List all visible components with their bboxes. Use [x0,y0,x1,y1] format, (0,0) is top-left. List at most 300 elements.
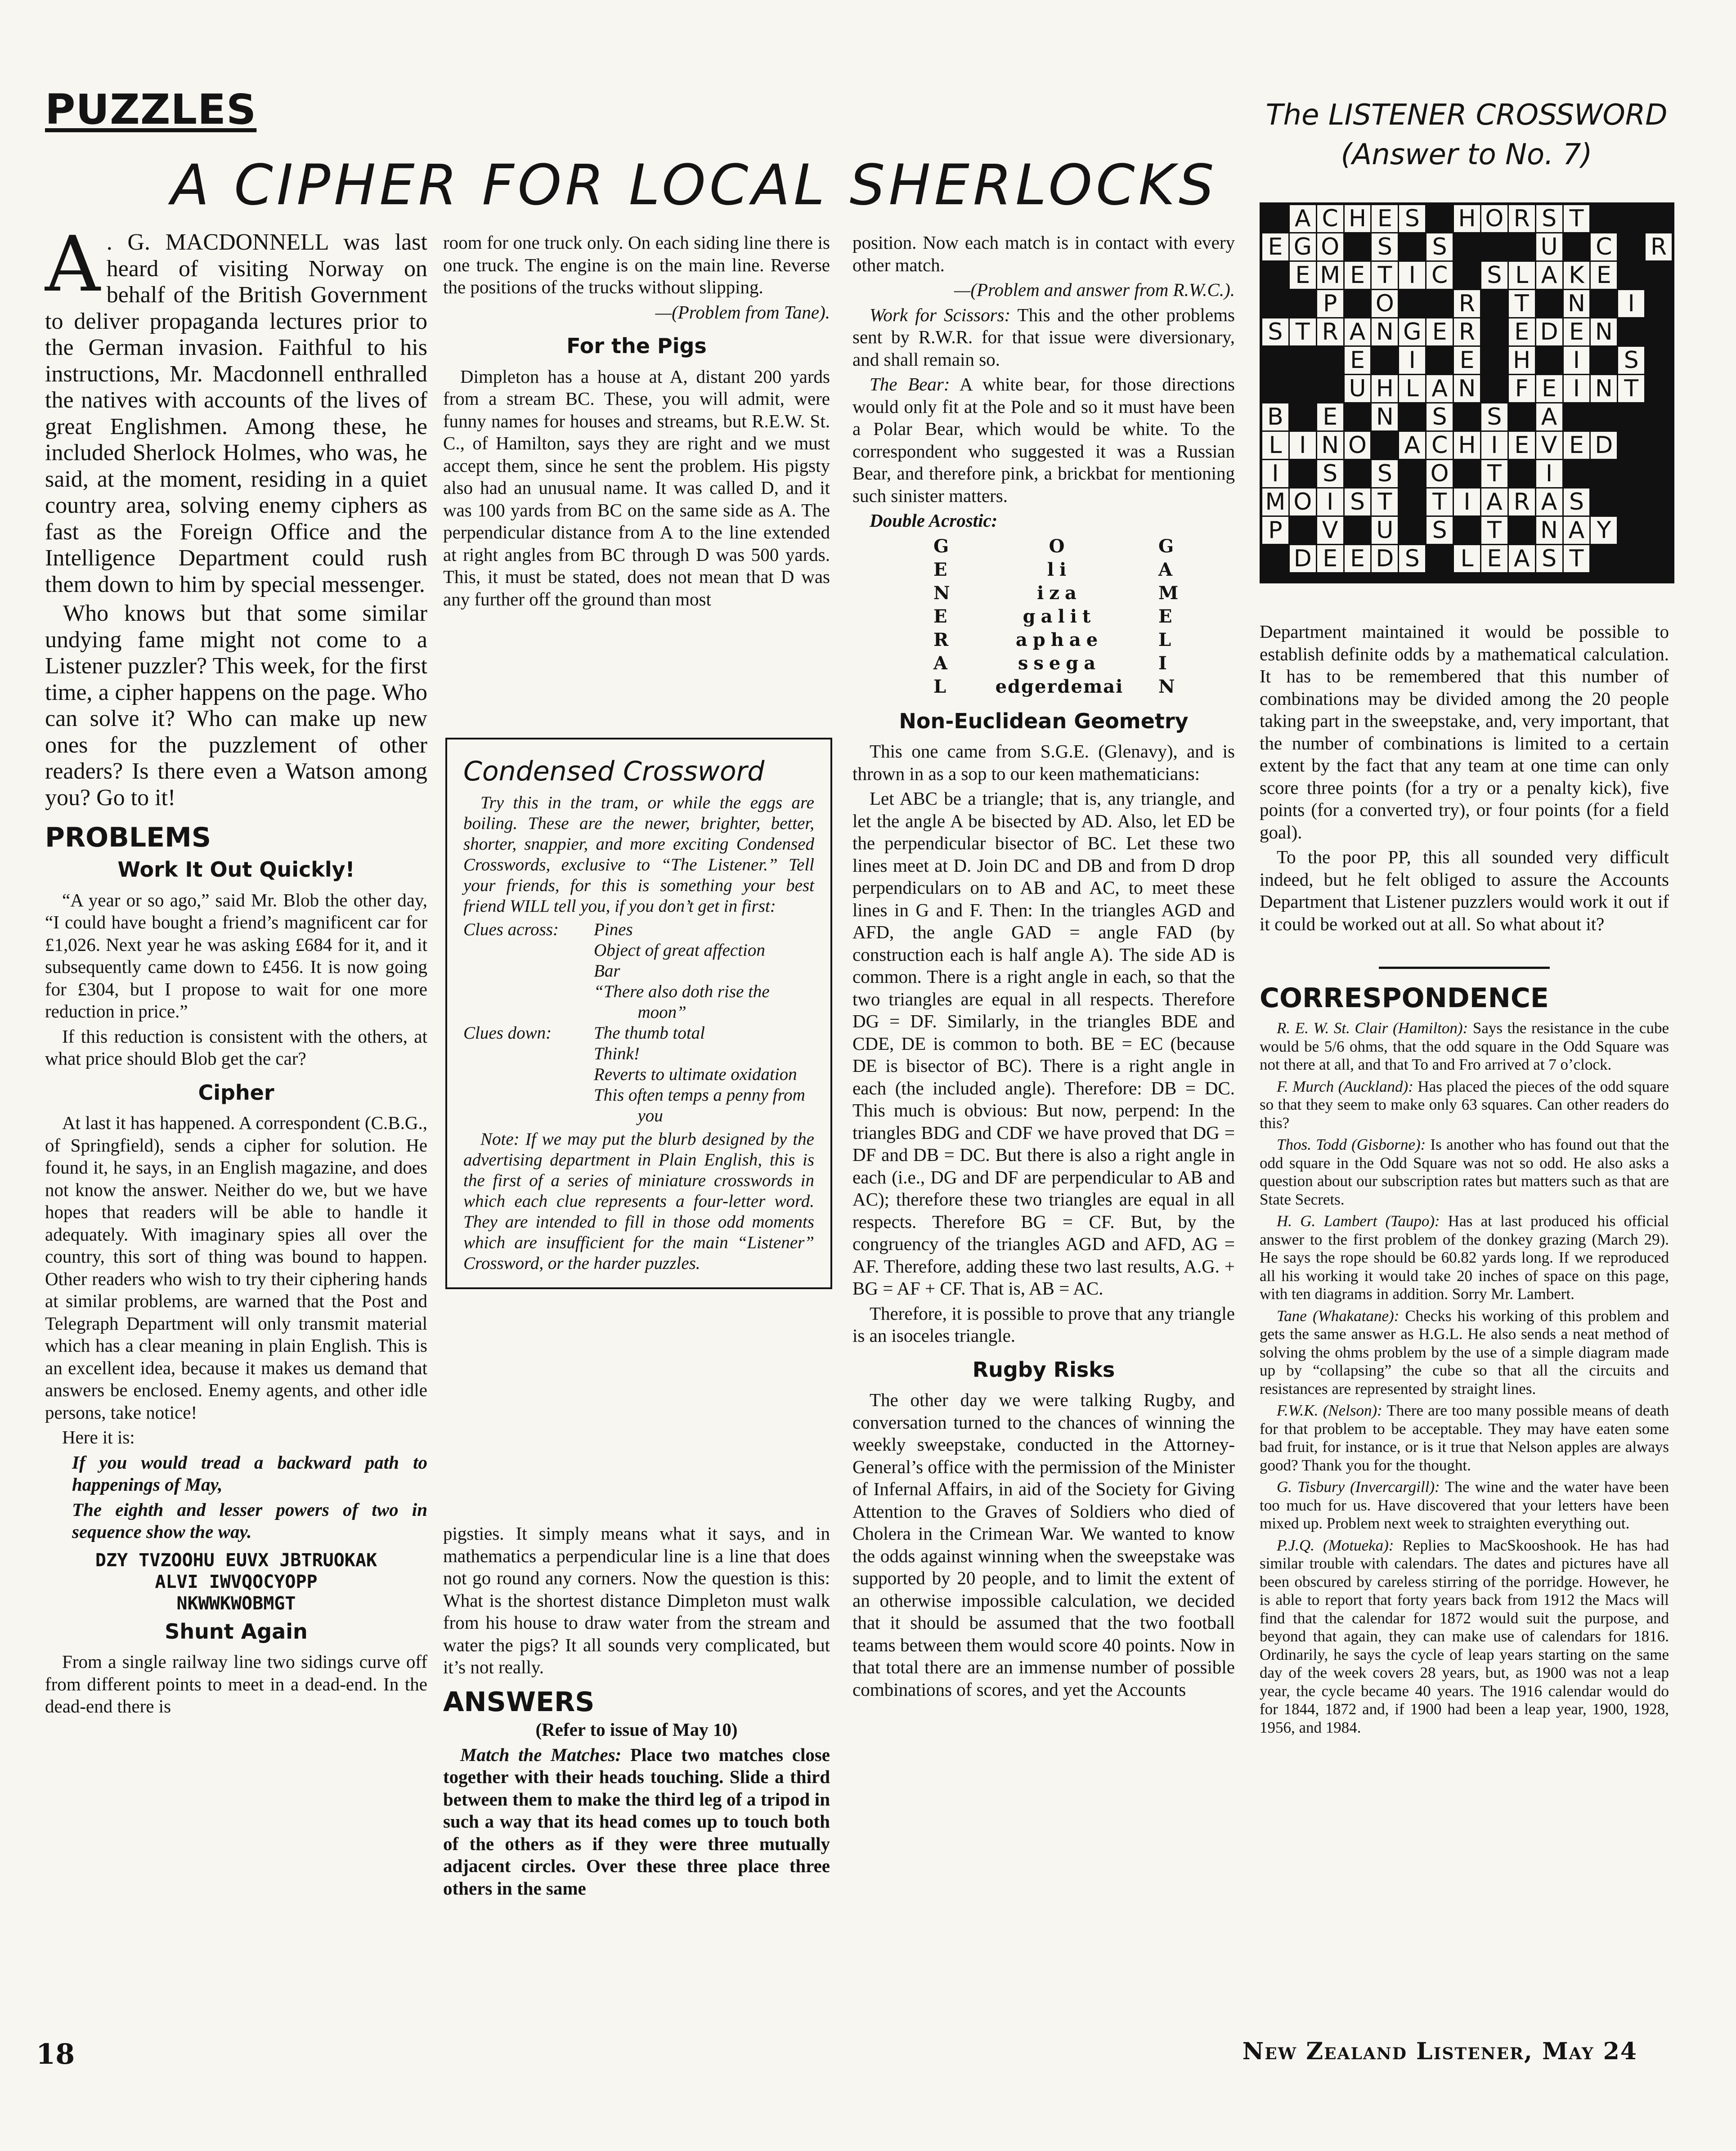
grid-letter-cell: O [1481,205,1507,232]
cipher-line-1: DZY TVZOOHU EUVX JBTRUOKAK [95,1550,377,1571]
grid-letter-cell: R [1454,318,1480,345]
grid-letter-cell: I [1290,432,1316,459]
grid-letter-cell: N [1372,318,1398,345]
shunt-again-heading: Shunt Again [165,1619,308,1644]
answers-reference: (Refer to issue of May 10) [535,1719,738,1740]
grid-black-square [1426,290,1453,317]
grid-letter-cell: R [1317,318,1343,345]
grid-black-square [1591,460,1617,487]
grid-letter-cell: E [1509,432,1535,459]
grid-letter-cell: Y [1591,517,1617,544]
grid-black-square [1564,403,1590,430]
grid-black-square [1564,233,1590,260]
grid-letter-cell: O [1372,290,1398,317]
grid-black-square [1399,290,1425,317]
grid-black-square [1618,318,1644,345]
grid-black-square [1345,517,1371,544]
grid-black-square [1536,574,1562,577]
grid-letter-cell: C [1317,205,1343,232]
grid-letter-cell: H [1345,205,1371,232]
cipher-paragraph-1: At last it has happened. A correspondent (C.B.G., of Springfield), sends a cipher for solution. He found it, he says, in an English magazine, and does not know the answer. Neither do we, but we have hopes that readers will be able to handle it adequately. With imaginary spies all over the country, this sort of thing was bound to happen. Other readers who wish to try their ciphering hands at similar problems, are warned that the Post and Telegraph Department will only transmit material which has a clear meaning in plain English. This is an excellent idea, because it makes us demand that answers be enclosed. Enemy agents, and other idle persons, take notice! [45,1112,427,1423]
grid-letter-cell: B [1262,403,1288,430]
grid-letter-cell: N [1372,403,1398,430]
grid-black-square [1262,545,1288,572]
acrostic-row: G O G [933,535,1174,557]
grid-black-square [1509,403,1535,430]
grid-letter-cell: E [1345,347,1371,374]
column-2-bottom [443,1523,830,1902]
grid-black-square [1481,233,1507,260]
grid-letter-cell: G [1399,318,1425,345]
clue-across-2: Object of great affection [594,941,765,960]
grid-letter-cell: T [1481,517,1507,544]
intro-paragraph-2: Who knows but that some similar undying fame might not come to a Listener puzzler? This week, for the first time, a cipher happens on the page. Who can solve it? Who can make up new ones for the puzzlement of other readers? Is there even a Watson among you? Go to it! [45,600,427,811]
grid-letter-cell: S [1481,403,1507,430]
grid-letter-cell: D [1591,432,1617,459]
grid-black-square [1536,347,1562,374]
grid-black-square [1399,403,1425,430]
grid-letter-cell: C [1426,432,1453,459]
grid-letter-cell: T [1481,460,1507,487]
grid-black-square [1618,205,1644,232]
grid-letter-cell: E [1591,262,1617,289]
correspondence-item: F.W.K. (Nelson): There are too many possible means of death for that problem to be acceptable. They may have eaten some bad fruit, for instance, or is it true that Nelson apples are always good? Thank you for the thought. [1260,1402,1669,1474]
grid-letter-cell: S [1618,347,1644,374]
grid-black-square [1509,578,1535,581]
grid-black-square [1618,578,1644,581]
grid-letter-cell: S [1317,460,1343,487]
grid-black-square [1317,574,1343,577]
matches-source: —(Problem and answer from R.W.C.). [954,279,1235,300]
answers-heading: ANSWERS [443,1686,595,1718]
grid-black-square [1399,460,1425,487]
grid-letter-cell: N [1564,290,1590,317]
grid-letter-cell: E [1564,318,1590,345]
geometry-paragraph-2: Let ABC be a triangle; that is, any triangle, and let the angle A be bisected by AD. Also, let ED be the perpendicular bisector of BC. Let these two lines meet at D. Join DC and DB and from D drop perpendiculars on to AB and AC, to meet these lines in G and F. Then: In the triangles AGD and AFD, the angle GAD = angle FAD (by construction each is half angle A). The side AD is common. There is a right angle in each, so that the two triangles are equal in all respects. Therefore DG = DF. Similarly, in the triangles BDE and CDE, DE is common to both. BE = EC (because DE is bisector of BC). There is a right angle in each (the included angle). Therefore: DB = DC. This much is obvious: But now, perpend: In the triangles BDG and CDF we have proved that DG = DF and DB = DC. But there is also a right angle in each (i.e., DG and DF are perpendicular to AB and AC); therefore these two triangles are equal in all respects. Therefore BG = CF. But, by the congruency of the triangles AGD and AFD, AG = AF. Therefore, adding these two last results, A.G. + BG = AF + CF. That is, AB = AC. [852,788,1235,1299]
cipher-heading: Cipher [198,1080,274,1105]
grid-black-square [1591,205,1617,232]
grid-letter-cell: S [1372,233,1398,260]
grid-letter-cell: M [1262,488,1288,515]
grid-letter-cell: V [1536,432,1562,459]
correspondence-item: Tane (Whakatane): Checks his working of this problem and gets the same answer as H.G.L. He also sends a neat method of solving the ohms problem by the use of a simple diagram made up by “collapsing” the cube so that all the circuits and resistances are represented by straight lines. [1260,1307,1669,1398]
grid-letter-cell: A [1564,517,1590,544]
cipher-verse-2: The eighth and lesser powers of two in sequence show the way. [72,1499,427,1542]
grid-letter-cell: N [1591,318,1617,345]
grid-letter-cell: C [1591,233,1617,260]
grid-black-square [1345,578,1371,581]
pigs-paragraph-1: Dimpleton has a house at A, distant 200 yards from a stream BC. These, you will admit, were funny names for houses and streams, but R.E.W. St. C., of Hamilton, says they are right and we must accept them, since he sent the problem. His pigsty also had an unusual name. It was called D, and it was 100 yards from BC on the same side as A. The perpendicular distance from A to the line extended at right angles from BC through D was 500 yards. This, it must be stated, does not mean that D was any further off the ground than most [443,366,830,609]
clue-down-1: The thumb total [594,1023,705,1043]
crossword-answer-header [1242,95,1691,175]
shunt-continued: room for one truck only. On each siding line there is one truck. The engine is on the main line. Reverse the positions of the trucks without slipping. [443,232,830,297]
grid-letter-cell: E [1345,545,1371,572]
grid-letter-cell: S [1426,403,1453,430]
acrostic-row: E galit E [933,605,1172,627]
grid-black-square [1399,517,1425,544]
grid-letter-cell: I [1454,488,1480,515]
grid-letter-cell: E [1262,233,1288,260]
condensed-crossword-title: Condensed Crossword [463,756,765,787]
grid-black-square [1618,517,1644,544]
grid-letter-cell: R [1646,233,1672,260]
grid-letter-cell: A [1290,205,1316,232]
grid-letter-cell: F [1509,375,1535,402]
grid-black-square [1290,517,1316,544]
grid-black-square [1618,574,1644,577]
grid-black-square [1454,517,1480,544]
grid-letter-cell: I [1399,347,1425,374]
grid-letter-cell: A [1481,488,1507,515]
grid-letter-cell: I [1317,488,1343,515]
grid-letter-cell: I [1262,460,1288,487]
rugby-paragraph-2: To the poor PP, this all sounded very difficult indeed, but he felt obliged to assure the Accounts Department that Listener puzzlers would work it out if it could be worked out at all. So what about it? [1260,847,1669,934]
grid-letter-cell: S [1481,262,1507,289]
grid-black-square [1426,578,1453,581]
grid-letter-cell: H [1454,205,1480,232]
grid-letter-cell: A [1345,318,1371,345]
grid-black-square [1591,347,1617,374]
grid-black-square [1317,375,1343,402]
grid-letter-cell: E [1372,205,1398,232]
grid-black-square [1481,578,1507,581]
grid-black-square [1591,545,1617,572]
grid-black-square [1454,262,1480,289]
grid-black-square [1536,578,1562,581]
grid-black-square [1372,578,1398,581]
crossword-answer-grid [1260,202,1674,583]
grid-black-square [1262,290,1288,317]
grid-letter-cell: S [1426,233,1453,260]
grid-black-square [1618,432,1644,459]
rugby-paragraph-1: The other day we were talking Rugby, and conversation turned to the chances of winning the weekly sweepstake, conducted in the Attorney-General’s office with the permission of the Minister of Infernal Affairs, in aid of the Society for Giving Attention to the Graves of Soldiers who died of Cholera in the Crimean War. We wanted to know the odds against winning when the sweepstake was supported by 20 people, and to limit the extent of an otherwise impossible calculation, we decided that it should be assumed that the two football teams between them would score 40 points. Now in that total there are an immense number of possible combinations of scores, and yet the Accounts [852,1389,1235,1700]
acrostic-row: E li A [933,559,1173,580]
grid-black-square [1509,460,1535,487]
cipher-line-3: NKWWKWOBMGT [176,1593,296,1614]
grid-letter-cell: E [1481,545,1507,572]
condensed-note: Note: If we may put the blurb designed by the advertising department in Plain English, this is the first of a series of miniature crosswords in which each clue represents a four-letter word. They are intended to fill in those odd moments which are insufficient for the main “Listener” Crossword, or the harder puzzles. [463,1129,814,1273]
grid-black-square [1290,578,1316,581]
grid-black-square [1618,545,1644,572]
grid-letter-cell: T [1618,375,1644,402]
grid-letter-cell: U [1345,375,1371,402]
drop-cap: A [45,220,100,309]
grid-black-square [1372,347,1398,374]
grid-letter-cell: O [1345,432,1371,459]
grid-letter-cell: E [1426,318,1453,345]
grid-black-square [1317,578,1343,581]
clue-down-3: Reverts to ultimate oxidation [594,1065,797,1084]
correspondence-item: F. Murch (Auckland): Has placed the pieces of the odd square so that they seem to make only 63 squares. Can other readers do this? [1260,1077,1669,1132]
correspondence-item: R. E. W. St. Clair (Hamilton): Says the resistance in the cube would be 5/6 ohms, that the odd square in the Odd Square was not there at all, and that To and Fro arrived at 7 o’clock. [1260,1019,1669,1073]
clues-down [463,1023,814,1126]
grid-letter-cell: N [1317,432,1343,459]
grid-black-square [1454,233,1480,260]
grid-letter-cell: L [1454,545,1480,572]
grid-letter-cell: A [1399,432,1425,459]
work-paragraph-2: If this reduction is consistent with the others, at what price should Blob get the car? [45,1026,427,1069]
crossword-answer-title: The LISTENER CROSSWORD [1265,99,1668,132]
for-the-pigs-heading: For the Pigs [566,334,707,358]
grid-letter-cell: R [1509,205,1535,232]
acrostic-row: N iza M [933,582,1179,604]
publication-footer: New Zealand Listener, May 24 [1242,2038,1637,2065]
work-for-scissors: Work for Scissors: This and the other problems sent by R.W.R. for that issue were diversionary, and shall remain so. [852,304,1235,370]
grid-black-square [1646,488,1672,515]
grid-black-square [1646,545,1672,572]
grid-black-square [1290,375,1316,402]
grid-black-square [1646,262,1672,289]
grid-letter-cell: S [1399,205,1425,232]
matches-continued: position. Now each match is in contact with every other match. [852,232,1235,275]
grid-letter-cell: H [1454,432,1480,459]
grid-black-square [1317,347,1343,374]
grid-black-square [1618,488,1644,515]
grid-letter-cell: M [1317,262,1343,289]
intro-paragraph-1: A . G. MACDONNELL was last heard of visiting Norway on behalf of the British Government to deliver propaganda lectures prior to the German invasion. Faithful to his instructions, Mr. Macdonnell enthralled the natives with accounts of the lives of great Englishmen. Among these, he included Sherlock Holmes, who was, he said, at the moment, residing in a quiet country area, solving enemy ciphers as fast as the Foreign Office and the Intelligence Department could rush them down to him by special messenger. [45,220,427,597]
grid-black-square [1618,403,1644,430]
grid-black-square [1646,375,1672,402]
grid-black-square [1509,517,1535,544]
grid-black-square [1618,460,1644,487]
clue-down-4: This often temps a penny from you [594,1085,805,1125]
grid-black-square [1290,403,1316,430]
grid-letter-cell: U [1372,517,1398,544]
grid-letter-cell: D [1290,545,1316,572]
grid-black-square [1454,403,1480,430]
grid-black-square [1646,517,1672,544]
grid-black-square [1262,347,1288,374]
grid-letter-cell: P [1262,517,1288,544]
grid-letter-cell: V [1317,517,1343,544]
grid-black-square [1262,375,1288,402]
grid-black-square [1646,578,1672,581]
grid-black-square [1564,578,1590,581]
pigs-paragraph-2: pigsties. It simply means what it says, and in mathematics a perpendicular line is a line that does not go round any corners. Now the question is this: What is the shortest distance Dimpleton must walk from his house to draw water from the stream and water the pigs? It all sounds very complicated, but it’s not really. [443,1523,830,1677]
grid-black-square [1345,233,1371,260]
acrostic-row: L edgerdemai N [933,676,1175,697]
grid-black-square [1481,318,1507,345]
grid-letter-cell: T [1372,488,1398,515]
grid-black-square [1290,460,1316,487]
grid-letter-cell: G [1290,233,1316,260]
grid-letter-cell: O [1290,488,1316,515]
clue-across-4: “There also doth rise the moon” [594,982,770,1022]
grid-black-square [1536,290,1562,317]
clues-across-label: Clues across: [463,920,559,939]
grid-letter-cell: A [1536,403,1562,430]
grid-black-square [1646,205,1672,232]
acrostic-row: R aphae L [933,629,1171,650]
page-number: 18 [36,2038,75,2070]
grid-letter-cell: S [1564,488,1590,515]
grid-black-square [1399,574,1425,577]
grid-letter-cell: T [1564,205,1590,232]
grid-black-square [1290,290,1316,317]
grid-letter-cell: E [1317,545,1343,572]
grid-black-square [1591,578,1617,581]
column-2-top [443,232,830,613]
grid-black-square [1509,574,1535,577]
grid-black-square [1646,403,1672,430]
work-paragraph-1: “A year or so ago,” said Mr. Blob the other day, “I could have bought a friend’s magnificent car for £1,026. Next year he was asking £684 for it, and it subsequently came down to £456. It is now going for £304, but I propose to wait for one more reduction in price.” [45,889,427,1022]
grid-letter-cell: E [1454,347,1480,374]
cipher-paragraph-2: Here it is: [62,1427,135,1447]
grid-letter-cell: D [1536,318,1562,345]
grid-black-square [1262,205,1288,232]
grid-black-square [1646,347,1672,374]
correspondence-item: Thos. Todd (Gisborne): Is another who has found out that the odd square in the Odd Square was not so odd. He also asks a question about our subscription rates but matters such as that are State Secrets. [1260,1136,1669,1208]
grid-letter-cell: E [1290,262,1316,289]
grid-black-square [1564,574,1590,577]
grid-black-square [1591,488,1617,515]
acrostic-row: A ssega I [933,652,1167,674]
rugby-risks-heading: Rugby Risks [972,1357,1115,1382]
correspondence-item: P.J.Q. (Motueka): Replies to MacSkooshook. He has had similar trouble with calendars. The dates and pictures have all been obscured by careless stirring of the porridge. However, he is able to report that forty years back from 1912 the Macs will find that the calendar for 1872 would suit the purpose, and beyond that again, they can make use of calendars for 1816. Ordinarily, he says the cycle of leap years starting on the same day of the week covers 28 years, but, as 1900 was not a leap year, the cycle became 40 years. The 1916 calendar would do for 1844, 1872 and, if 1900 had been a leap year, 1900, 1928, 1956, and 1984. [1260,1536,1669,1736]
grid-letter-cell: I [1399,262,1425,289]
grid-letter-cell: T [1372,262,1398,289]
grid-black-square [1372,574,1398,577]
grid-letter-cell: T [1564,545,1590,572]
grid-letter-cell: E [1536,375,1562,402]
intro [45,220,427,811]
double-acrostic-label: Double Acrostic: [870,510,998,531]
grid-black-square [1481,347,1507,374]
work-it-out-heading: Work It Out Quickly! [117,857,355,882]
grid-letter-cell: U [1536,233,1562,260]
grid-letter-cell: L [1262,432,1288,459]
grid-letter-cell: C [1426,262,1453,289]
column-3 [852,232,1235,1703]
grid-black-square [1426,205,1453,232]
grid-black-square [1262,262,1288,289]
grid-black-square [1345,460,1371,487]
grid-letter-cell: K [1564,262,1590,289]
grid-letter-cell: N [1454,375,1480,402]
grid-black-square [1262,574,1288,577]
grid-black-square [1426,574,1453,577]
clue-across-3: Bar [594,961,620,981]
grid-letter-cell: H [1509,347,1535,374]
grid-black-square [1591,403,1617,430]
grid-black-square [1646,574,1672,577]
grid-letter-cell: S [1372,460,1398,487]
grid-black-square [1591,574,1617,577]
crossword-answer-subtitle: (Answer to No. 7) [1341,138,1592,171]
grid-letter-cell: A [1536,262,1562,289]
grid-black-square [1426,545,1453,572]
grid-black-square [1345,403,1371,430]
grid-letter-cell: S [1426,517,1453,544]
section-label: PUZZLES [45,85,257,134]
grid-black-square [1399,233,1425,260]
shunt-source: —(Problem from Tane). [655,301,830,323]
grid-letter-cell: A [1536,488,1562,515]
grid-letter-cell: I [1481,432,1507,459]
shunt-paragraph: From a single railway line two sidings curve off from different points to meet in a dead-end. In the dead-end there is [45,1651,427,1716]
cipher-line-2: ALVI IWVQOCYOPP [155,1571,318,1592]
grid-letter-cell: I [1536,460,1562,487]
grid-letter-cell: I [1564,347,1590,374]
grid-letter-cell: L [1399,375,1425,402]
grid-letter-cell: N [1591,375,1617,402]
grid-black-square [1646,432,1672,459]
grid-letter-cell: S [1536,205,1562,232]
grid-letter-cell: E [1345,262,1371,289]
grid-black-square [1591,290,1617,317]
correspondence-heading: CORRESPONDENCE [1260,982,1549,1014]
match-the-matches: Match the Matches: Place two matches close together with their heads touching. Slide a third between them to make the third leg of a tripod in such a way that its head comes up to touch both of the others as if they were three mutually adjacent circles. Over these three place three others in the same [443,1744,830,1899]
grid-letter-cell: O [1317,233,1343,260]
grid-black-square [1481,290,1507,317]
grid-letter-cell: I [1618,290,1644,317]
grid-letter-cell: S [1536,545,1562,572]
grid-black-square [1618,233,1644,260]
grid-black-square [1290,347,1316,374]
grid-black-square [1399,488,1425,515]
non-euclidean-heading: Non-Euclidean Geometry [899,708,1189,733]
grid-letter-cell: S [1345,488,1371,515]
clue-down-2: Think! [594,1044,640,1063]
grid-black-square [1481,574,1507,577]
double-acrostic [933,535,1235,699]
grid-letter-cell: L [1509,262,1535,289]
correspondence-item: H. G. Lambert (Taupo): Has at last produced his official answer to the first problem of the donkey grazing (March 29). He says the rope should be 60.82 yards long. If we reproduced all his working it would take 20 inches of space on this page, with ten diagrams in addition. Sorry Mr. Lambert. [1260,1212,1669,1303]
condensed-crossword-box [445,738,832,1289]
grid-black-square [1618,262,1644,289]
grid-black-square [1345,290,1371,317]
grid-letter-cell: I [1564,375,1590,402]
grid-letter-cell: R [1509,488,1535,515]
grid-black-square [1646,318,1672,345]
grid-letter-cell: T [1290,318,1316,345]
condensed-intro: Try this in the tram, or while the eggs are boiling. These are the newer, brighter, better, shorter, snappier, and more exciting Condensed Crosswords, exclusive to “The Listener.” Tell your friends, for this is something your best friend WILL tell you, if you don’t get in first: [463,793,814,916]
column-1 [45,220,427,1721]
grid-black-square [1372,432,1398,459]
grid-black-square [1454,460,1480,487]
grid-letter-cell: H [1372,375,1398,402]
grid-letter-cell: S [1262,318,1288,345]
grid-black-square [1262,578,1288,581]
clues-down-label: Clues down: [463,1023,552,1043]
grid-letter-cell: O [1426,460,1453,487]
grid-letter-cell: S [1399,545,1425,572]
divider [1379,967,1550,969]
grid-letter-cell: R [1454,290,1480,317]
the-bear: The Bear: A white bear, for those directions would only fit at the Pole and so it must have been a Polar Bear, which would be white. To the correspondent who suggested it was a Russian Bear, and therefore pink, a brickbat for mentioning such sinister matters. [852,374,1235,506]
grid-black-square [1345,574,1371,577]
grid-black-square [1646,460,1672,487]
grid-letter-cell: P [1317,290,1343,317]
cipher-verse-1: If you would tread a backward path to happenings of May, [72,1452,427,1495]
grid-letter-cell: T [1426,488,1453,515]
cipher-text [45,1550,427,1614]
grid-black-square [1509,233,1535,260]
grid-black-square [1399,578,1425,581]
grid-black-square [1564,460,1590,487]
grid-letter-cell: T [1509,290,1535,317]
problems-heading: PROBLEMS [45,822,211,853]
grid-black-square [1454,578,1480,581]
grid-letter-cell: A [1426,375,1453,402]
correspondence-list [1260,1019,1669,1737]
grid-black-square [1481,375,1507,402]
grid-letter-cell: E [1564,432,1590,459]
grid-black-square [1454,574,1480,577]
grid-letter-cell: E [1317,403,1343,430]
rugby-continued: Department maintained it would be possible to establish definite odds by a mathematical calculation. It has to be remembered that this number of combinations may be divided among the 20 people taking part in the sweepstake, and, very important, that the number of combinations is limited to a certain extent by the fact that any team at one time can only score three points (for a try or a penalty kick), five points (for a converted try), or four points (for a field goal). [1260,621,1669,842]
clues-across [463,919,814,1023]
